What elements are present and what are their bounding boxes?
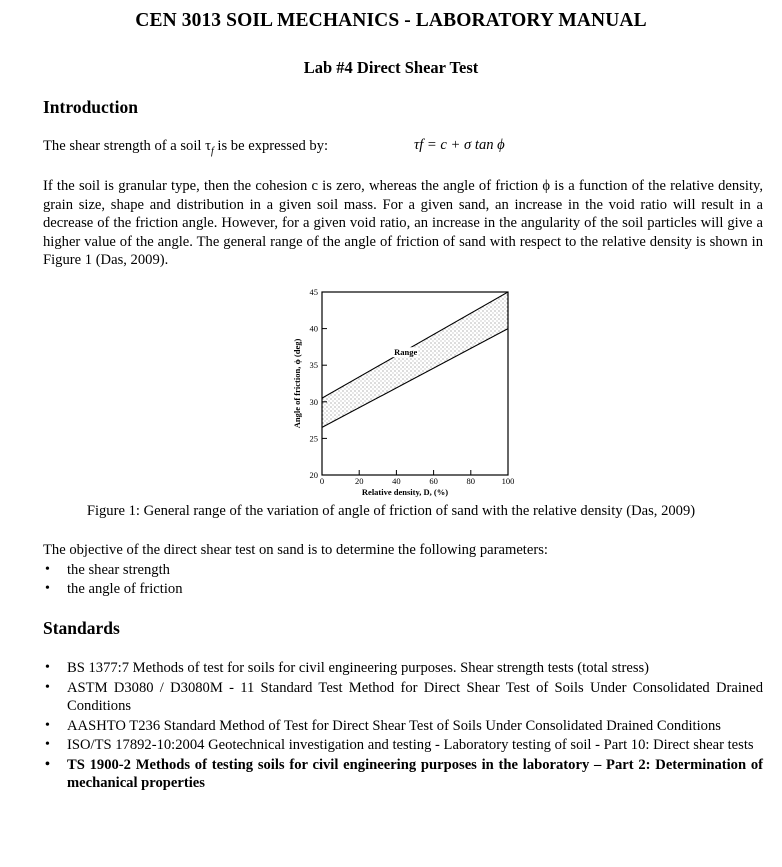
shear-strength-sentence (43, 137, 763, 161)
lower-bound-line (322, 329, 508, 428)
objective-text: The objective of the direct shear test on sand is to determine the following parameters: (43, 542, 548, 558)
y-tick-label: 45 (309, 287, 318, 297)
y-axis-label: Angle of friction, ϕ (deg) (292, 338, 302, 429)
x-tick-label: 60 (429, 476, 438, 486)
standards-heading: Standards (43, 618, 120, 638)
upper-bound-line (322, 292, 508, 398)
x-tick-label: 100 (501, 476, 515, 486)
figure-caption: Figure 1: General range of the variation of angle of friction of sand with the relative density (Das, 2009) (86, 503, 696, 519)
standard-item-ts1900: • TS 1900-2 Methods of testing soils for civil engineering purposes in the laboratory – Part 2: Determination of mechanical properties (43, 756, 763, 793)
objective-item: • the angle of friction (43, 580, 763, 599)
x-tick-label: 0 (319, 476, 325, 486)
y-tick-label: 40 (309, 323, 318, 334)
introduction-paragraph: If the soil is granular type, then the cohesion c is zero, whereas the angle of friction ϕ is a function of the relative density, grain size, shape and distribution in a given soil mass. For a given sand, an increase in the void ratio will result in a decrease of the friction angle. However, for a given void ratio, an increase in the angularity of the soil particles will give a higher value of the angle. The general range of the angle of friction of sand with respect to the relative density is shown in Figure 1 (Das, 2009). (43, 178, 763, 268)
objective-list (43, 561, 763, 598)
standard-item-bs1377: • BS 1377:7 Methods of test for soils for civil engineering purposes. Shear strength tests (total stress) (43, 659, 763, 678)
objective-item: • the shear strength (43, 561, 763, 580)
shear-text-end: is be expressed by: (213, 138, 329, 154)
document-title: CEN 3013 SOIL MECHANICS - LABORATORY MANUAL (135, 10, 647, 31)
introduction-heading: Introduction (43, 97, 138, 117)
standards-list (43, 659, 763, 794)
x-tick-label: 80 (466, 476, 476, 486)
y-tick-label: 30 (309, 396, 318, 407)
x-tick-label: 40 (392, 476, 401, 486)
x-tick-label: 20 (354, 476, 364, 486)
x-axis-label: Relative density, D, (%) (361, 487, 449, 497)
lab-title: Lab #4 Direct Shear Test (303, 58, 479, 77)
y-tick-label: 20 (309, 470, 318, 480)
y-tick-label: 35 (309, 360, 318, 371)
standard-item-iso-17892: • ISO/TS 17892-10:2004 Geotechnical investigation and testing - Laboratory testing of soil - Part 10: Direct shear tests (43, 736, 763, 755)
standard-item-aashto-t236: • AASHTO T236 Standard Method of Test for Direct Shear Test of Soils Under Consolidated Drained Conditions (43, 717, 763, 736)
shear-strength-formula: τf = c + σ tan ϕ (414, 137, 505, 153)
shear-text: The shear strength of a soil τ (43, 138, 211, 154)
standard-item-astm-d3080: • ASTM D3080 / D3080M - 11 Standard Test Method for Direct Shear Test of Soils Under Consolidated Drained Conditions (43, 679, 763, 716)
y-tick-label: 25 (309, 433, 318, 444)
shear-subscript: f (210, 145, 214, 157)
friction-angle-chart (278, 282, 518, 504)
range-annotation: Range (394, 347, 418, 358)
range-band (322, 292, 508, 427)
